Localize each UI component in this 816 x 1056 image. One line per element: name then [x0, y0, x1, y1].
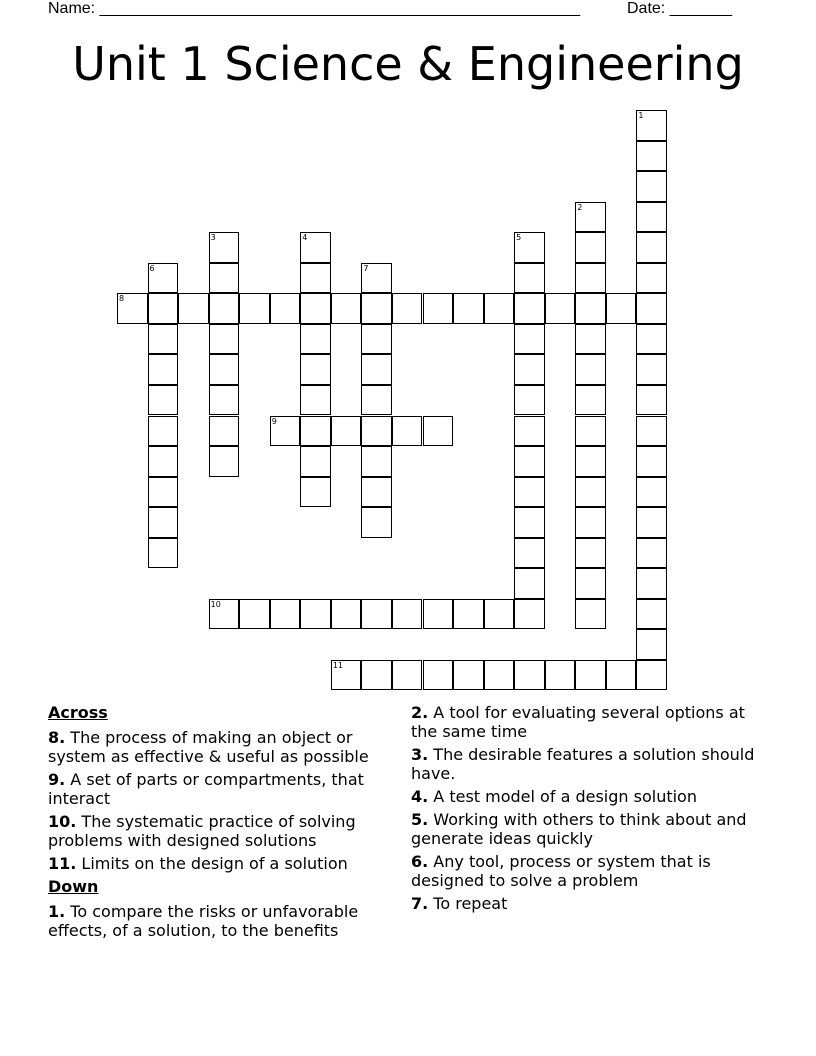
clue-number-label: 8 — [119, 294, 125, 304]
grid-cell[interactable] — [148, 385, 179, 416]
clue-text: The process of making an object or system as effective & useful as possible — [48, 728, 369, 766]
grid-cell[interactable] — [636, 660, 667, 691]
grid-cell[interactable] — [361, 293, 392, 324]
grid-cell[interactable] — [300, 477, 331, 508]
grid-cell[interactable] — [575, 232, 606, 263]
grid-cell[interactable] — [453, 599, 484, 630]
clue-number-label: 2 — [577, 202, 583, 212]
clue-text: A test model of a design solution — [428, 787, 697, 806]
grid-cell[interactable] — [514, 293, 545, 324]
clue-across-11 — [48, 854, 398, 873]
grid-cell[interactable] — [545, 293, 576, 324]
grid-cell[interactable] — [423, 599, 454, 630]
grid-cell[interactable] — [636, 629, 667, 660]
grid-cell[interactable] — [575, 568, 606, 599]
grid-cell[interactable] — [300, 354, 331, 385]
grid-cell[interactable] — [636, 507, 667, 538]
grid-cell[interactable] — [392, 660, 423, 691]
clue-number: 5. — [411, 810, 429, 829]
clue-across-9 — [48, 770, 398, 808]
clue-number-label: 5 — [516, 233, 522, 243]
clue-number-label: 7 — [363, 263, 369, 273]
grid-cell[interactable] — [636, 446, 667, 477]
grid-cell[interactable] — [453, 660, 484, 691]
clues-left-column — [48, 703, 398, 944]
grid-cell[interactable] — [575, 263, 606, 294]
grid-cell[interactable] — [361, 446, 392, 477]
grid-cell[interactable] — [300, 324, 331, 355]
clue-number: 7. — [411, 894, 429, 913]
clue-text: Limits on the design of a solution — [76, 854, 348, 873]
grid-cell[interactable] — [575, 660, 606, 691]
grid-cell[interactable] — [300, 263, 331, 294]
clue-down-7 — [411, 894, 771, 913]
grid-cell[interactable] — [331, 660, 362, 691]
clue-number-label: 10 — [210, 599, 221, 609]
clue-number: 4. — [411, 787, 429, 806]
clue-down-2 — [411, 703, 771, 741]
grid-cell[interactable] — [636, 416, 667, 447]
clue-number: 9. — [48, 770, 66, 789]
clue-number: 1. — [48, 902, 66, 921]
grid-cell[interactable] — [209, 293, 240, 324]
grid-cell[interactable] — [636, 141, 667, 172]
grid-cell[interactable] — [636, 202, 667, 233]
grid-cell[interactable] — [361, 599, 392, 630]
grid-cell[interactable] — [148, 263, 179, 294]
grid-cell[interactable] — [361, 416, 392, 447]
clue-number-label: 11 — [332, 660, 344, 670]
clue-number: 11. — [48, 854, 77, 873]
grid-cell[interactable] — [392, 599, 423, 630]
grid-cell[interactable] — [331, 599, 362, 630]
down-heading: Down — [48, 877, 99, 896]
grid-cell[interactable] — [148, 446, 179, 477]
grid-cell[interactable] — [361, 385, 392, 416]
grid-cell[interactable] — [239, 293, 270, 324]
grid-cell[interactable] — [606, 293, 637, 324]
grid-cell[interactable] — [209, 232, 240, 263]
clue-down-6 — [411, 852, 771, 890]
grid-cell[interactable] — [575, 416, 606, 447]
clue-down-5 — [411, 810, 771, 848]
grid-cell[interactable] — [514, 232, 545, 263]
grid-cell[interactable] — [209, 385, 240, 416]
across-heading: Across — [48, 703, 108, 722]
grid-cell[interactable] — [636, 293, 667, 324]
clue-number: 3. — [411, 745, 429, 764]
grid-cell[interactable] — [453, 293, 484, 324]
grid-cell[interactable] — [575, 507, 606, 538]
grid-cell[interactable] — [331, 416, 362, 447]
grid-cell[interactable] — [636, 538, 667, 569]
clue-number-label: 3 — [210, 233, 216, 243]
clue-text: To compare the risks or unfavorable effects, of a solution, to the benefits — [48, 902, 359, 940]
grid-cell[interactable] — [606, 660, 637, 691]
clue-down-4 — [411, 787, 771, 806]
grid-cell[interactable] — [270, 416, 301, 447]
grid-cell[interactable] — [514, 324, 545, 355]
grid-cell[interactable] — [575, 324, 606, 355]
clue-text: A tool for evaluating several options at the same time — [411, 703, 745, 741]
grid-cell[interactable] — [575, 385, 606, 416]
grid-cell[interactable] — [636, 385, 667, 416]
grid-cell[interactable] — [575, 354, 606, 385]
grid-cell[interactable] — [514, 446, 545, 477]
grid-cell[interactable] — [300, 293, 331, 324]
grid-cell[interactable] — [514, 263, 545, 294]
grid-cell[interactable] — [392, 293, 423, 324]
grid-cell[interactable] — [300, 599, 331, 630]
clue-number-label: 1 — [638, 111, 644, 120]
clues-right-column — [411, 703, 771, 917]
grid-cell[interactable] — [239, 599, 270, 630]
clue-number: 8. — [48, 728, 66, 747]
grid-cell[interactable] — [300, 446, 331, 477]
grid-cell[interactable] — [575, 599, 606, 630]
grid-cell[interactable] — [636, 568, 667, 599]
grid-cell[interactable] — [575, 293, 606, 324]
clue-down-3 — [411, 745, 771, 783]
clue-number: 6. — [411, 852, 429, 871]
grid-cell[interactable] — [300, 416, 331, 447]
clue-text: The desirable features a solution should have. — [411, 745, 755, 783]
grid-cell[interactable] — [484, 599, 515, 630]
grid-cell[interactable] — [148, 477, 179, 508]
clue-text: The systematic practice of solving problems with designed solutions — [48, 812, 356, 850]
grid-cell[interactable] — [636, 354, 667, 385]
clue-number-label: 9 — [271, 416, 277, 426]
date-field-label: Date: _______ — [627, 0, 732, 17]
grid-cell[interactable] — [423, 293, 454, 324]
grid-cell[interactable] — [209, 416, 240, 447]
grid-cell[interactable] — [636, 324, 667, 355]
grid-cell[interactable] — [209, 324, 240, 355]
clue-number: 2. — [411, 703, 429, 722]
grid-cell[interactable] — [514, 477, 545, 508]
clue-text: To repeat — [428, 894, 508, 913]
name-field-label: Name: ______________________________________________________ — [48, 0, 581, 17]
grid-cell[interactable] — [209, 263, 240, 294]
grid-cell[interactable] — [514, 538, 545, 569]
grid-cell[interactable] — [545, 660, 576, 691]
clue-down-1 — [48, 902, 398, 940]
grid-cell[interactable] — [514, 416, 545, 447]
clue-number: 10. — [48, 812, 77, 831]
grid-cell[interactable] — [514, 385, 545, 416]
grid-cell[interactable] — [148, 293, 179, 324]
grid-cell[interactable] — [514, 599, 545, 630]
grid-cell[interactable] — [575, 446, 606, 477]
clue-text: A set of parts or compartments, that interact — [48, 770, 364, 808]
page-title: Unit 1 Science & Engineering — [72, 37, 744, 91]
grid-cell[interactable] — [423, 660, 454, 691]
grid-cell[interactable] — [300, 385, 331, 416]
grid-cell[interactable] — [361, 477, 392, 508]
grid-cell[interactable] — [148, 324, 179, 355]
grid-cell[interactable] — [636, 110, 667, 141]
grid-cell[interactable] — [361, 354, 392, 385]
grid-cell[interactable] — [148, 354, 179, 385]
grid-cell[interactable] — [484, 293, 515, 324]
clue-number-label: 4 — [302, 233, 308, 243]
grid-cell[interactable] — [514, 354, 545, 385]
grid-cell[interactable] — [361, 507, 392, 538]
grid-cell[interactable] — [514, 507, 545, 538]
clue-text: Working with others to think about and generate ideas quickly — [411, 810, 747, 848]
grid-cell[interactable] — [178, 293, 209, 324]
grid-cell[interactable] — [300, 232, 331, 263]
grid-cell[interactable] — [209, 446, 240, 477]
grid-cell[interactable] — [636, 171, 667, 202]
grid-cell[interactable] — [148, 507, 179, 538]
grid-cell[interactable] — [514, 660, 545, 691]
grid-cell[interactable] — [331, 293, 362, 324]
grid-cell[interactable] — [514, 568, 545, 599]
grid-cell[interactable] — [636, 263, 667, 294]
grid-cell[interactable] — [636, 599, 667, 630]
clue-across-8 — [48, 728, 398, 766]
grid-cell[interactable] — [209, 599, 240, 630]
grid-cell[interactable] — [575, 202, 606, 233]
clue-across-10 — [48, 812, 398, 850]
grid-cell[interactable] — [575, 538, 606, 569]
clue-text: Any tool, process or system that is designed to solve a problem — [411, 852, 711, 890]
grid-cell[interactable] — [148, 538, 179, 569]
grid-cell[interactable] — [423, 416, 454, 447]
grid-cell[interactable] — [361, 263, 392, 294]
grid-cell[interactable] — [270, 293, 301, 324]
grid-cell[interactable] — [270, 599, 301, 630]
clue-number-label: 6 — [149, 263, 155, 273]
grid-cell[interactable] — [392, 416, 423, 447]
grid-cell[interactable] — [636, 232, 667, 263]
grid-cell[interactable] — [148, 416, 179, 447]
grid-cell[interactable] — [361, 660, 392, 691]
grid-cell[interactable] — [361, 324, 392, 355]
grid-cell[interactable] — [575, 477, 606, 508]
grid-cell[interactable] — [117, 293, 148, 324]
grid-cell[interactable] — [484, 660, 515, 691]
grid-cell[interactable] — [636, 477, 667, 508]
grid-cell[interactable] — [209, 354, 240, 385]
